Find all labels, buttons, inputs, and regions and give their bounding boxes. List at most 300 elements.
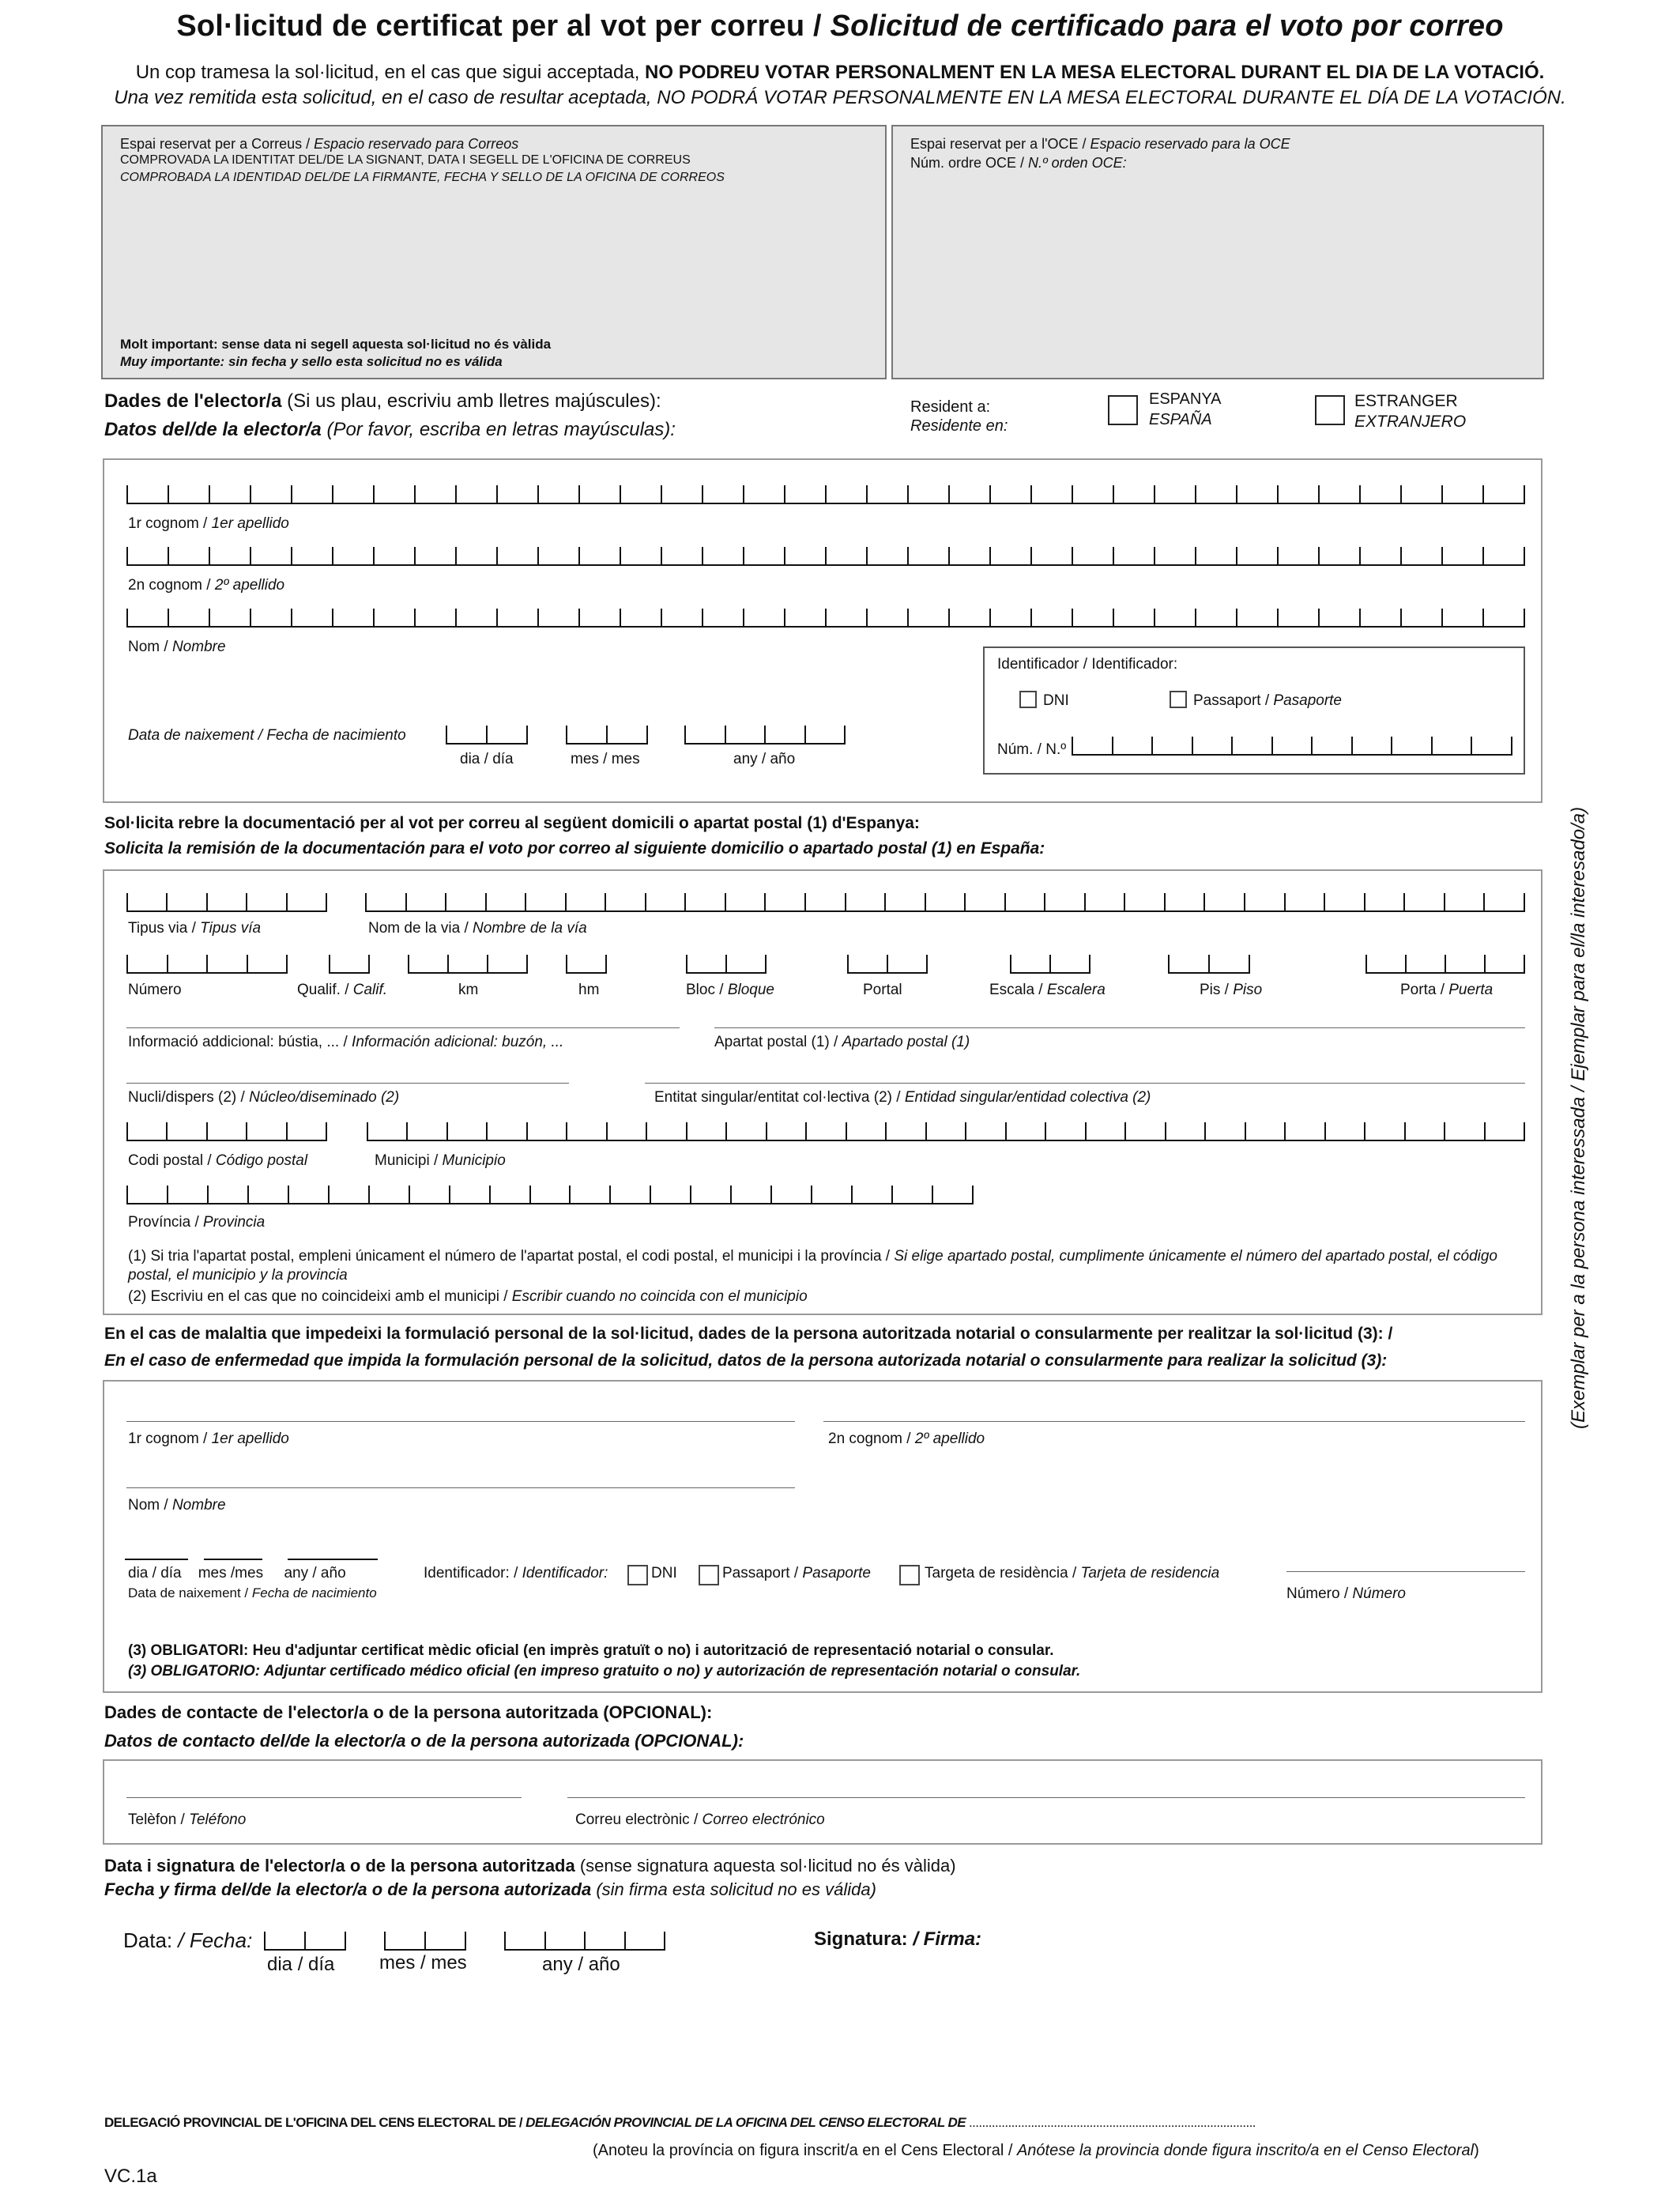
char-cell[interactable]	[406, 1122, 446, 1140]
char-cell[interactable]	[544, 1932, 585, 1949]
char-cell[interactable]	[1403, 893, 1444, 910]
char-cell[interactable]	[1324, 893, 1364, 910]
char-cell[interactable]	[496, 547, 537, 564]
char-cell[interactable]	[168, 485, 209, 503]
char-cell[interactable]	[605, 893, 645, 910]
char-cell[interactable]	[1208, 955, 1250, 972]
char-cell[interactable]	[606, 726, 648, 743]
char-cell[interactable]	[1400, 609, 1441, 626]
resident-spain-checkbox[interactable]	[1108, 395, 1138, 425]
char-cell[interactable]	[684, 893, 725, 910]
authorized-residence-card-checkbox[interactable]	[899, 1565, 920, 1585]
char-cell[interactable]	[167, 955, 207, 972]
char-cell[interactable]	[661, 547, 702, 564]
province-input[interactable]	[126, 1186, 974, 1204]
char-cell[interactable]	[1404, 1122, 1444, 1140]
char-cell[interactable]	[690, 1186, 730, 1203]
char-cell[interactable]	[1244, 893, 1284, 910]
char-cell[interactable]	[1195, 485, 1236, 503]
char-cell[interactable]	[1045, 1122, 1084, 1140]
char-cell[interactable]	[486, 1122, 525, 1140]
char-cell[interactable]	[446, 726, 486, 743]
char-cell[interactable]	[1005, 1122, 1045, 1140]
char-cell[interactable]	[1364, 1122, 1403, 1140]
char-cell[interactable]	[702, 547, 743, 564]
char-cell[interactable]	[1010, 955, 1049, 972]
char-cell[interactable]	[650, 1186, 690, 1203]
char-cell[interactable]	[487, 955, 528, 972]
char-cell[interactable]	[291, 485, 332, 503]
char-cell[interactable]	[445, 893, 485, 910]
floor-input[interactable]	[1168, 955, 1250, 974]
char-cell[interactable]	[209, 547, 250, 564]
char-cell[interactable]	[250, 547, 291, 564]
char-cell[interactable]	[684, 726, 725, 743]
char-cell[interactable]	[367, 1122, 406, 1140]
char-cell[interactable]	[126, 1122, 166, 1140]
char-cell[interactable]	[1391, 737, 1431, 754]
char-cell[interactable]	[1165, 1122, 1204, 1140]
portal-input[interactable]	[847, 955, 928, 974]
char-cell[interactable]	[825, 485, 866, 503]
char-cell[interactable]	[168, 547, 209, 564]
char-cell[interactable]	[1441, 547, 1482, 564]
passport-checkbox[interactable]	[1170, 691, 1187, 708]
char-cell[interactable]	[373, 547, 414, 564]
floor-label-ca: Pis /	[1200, 982, 1234, 998]
sign-month-input[interactable]	[384, 1932, 466, 1951]
char-cell[interactable]	[620, 485, 661, 503]
char-cell[interactable]	[804, 893, 845, 910]
char-cell[interactable]	[291, 609, 332, 626]
char-cell[interactable]	[1364, 893, 1404, 910]
char-cell[interactable]	[907, 547, 948, 564]
elector-heading-es	[104, 419, 676, 441]
char-cell[interactable]	[1072, 737, 1112, 754]
char-cell[interactable]	[1124, 1122, 1164, 1140]
phone-input[interactable]	[126, 1797, 522, 1798]
char-cell[interactable]	[989, 609, 1030, 626]
char-cell[interactable]	[1049, 955, 1090, 972]
char-cell[interactable]	[1444, 1122, 1483, 1140]
char-cell[interactable]	[907, 485, 948, 503]
signature-area[interactable]	[814, 1960, 1525, 2079]
char-cell[interactable]	[209, 485, 250, 503]
province-fill-line[interactable]: ........................................................................................	[965, 2115, 1256, 2130]
portal-label: Portal	[863, 982, 902, 998]
door-input[interactable]	[1365, 955, 1525, 974]
char-cell[interactable]	[1277, 609, 1318, 626]
char-cell[interactable]	[126, 485, 168, 503]
char-cell[interactable]	[989, 485, 1030, 503]
sign-month-label: mes / mes	[379, 1952, 467, 1973]
char-cell[interactable]	[1030, 485, 1072, 503]
char-cell[interactable]	[288, 1186, 328, 1203]
char-cell[interactable]	[1482, 485, 1525, 503]
char-cell[interactable]	[965, 1122, 1004, 1140]
char-cell[interactable]	[537, 609, 578, 626]
char-cell[interactable]	[1444, 893, 1484, 910]
resident-abroad-checkbox[interactable]	[1315, 395, 1345, 425]
char-cell[interactable]	[1284, 893, 1324, 910]
char-cell[interactable]	[1044, 893, 1084, 910]
char-cell[interactable]	[1124, 893, 1164, 910]
char-cell[interactable]	[1318, 485, 1359, 503]
char-cell[interactable]	[702, 609, 743, 626]
char-cell[interactable]	[1004, 893, 1045, 910]
char-cell[interactable]	[1084, 893, 1124, 910]
char-cell[interactable]	[887, 955, 928, 972]
char-cell[interactable]	[1072, 485, 1113, 503]
char-cell[interactable]	[566, 955, 607, 972]
char-cell[interactable]	[1271, 737, 1312, 754]
municipality-input[interactable]	[367, 1122, 1525, 1141]
char-cell[interactable]	[455, 485, 496, 503]
char-cell[interactable]	[964, 893, 1004, 910]
char-cell[interactable]	[620, 547, 661, 564]
char-cell[interactable]	[1245, 1122, 1284, 1140]
char-cell[interactable]	[770, 1186, 811, 1203]
char-cell[interactable]	[247, 955, 288, 972]
char-cell[interactable]	[1112, 737, 1152, 754]
char-cell[interactable]	[925, 1122, 965, 1140]
dni-checkbox[interactable]	[1019, 691, 1037, 708]
street-name-input[interactable]	[365, 893, 1525, 912]
char-cell[interactable]	[730, 1186, 770, 1203]
char-cell[interactable]	[1236, 485, 1277, 503]
char-cell[interactable]	[209, 609, 250, 626]
char-cell[interactable]	[504, 1932, 544, 1949]
char-cell[interactable]	[784, 547, 825, 564]
birth-month-input[interactable]	[566, 726, 648, 745]
char-cell[interactable]	[1318, 609, 1359, 626]
char-cell[interactable]	[1236, 609, 1277, 626]
char-cell[interactable]	[569, 1186, 609, 1203]
char-cell[interactable]	[1311, 737, 1351, 754]
char-cell[interactable]	[206, 893, 246, 910]
char-cell[interactable]	[686, 955, 725, 972]
char-cell[interactable]	[578, 485, 620, 503]
char-cell[interactable]	[1168, 955, 1208, 972]
postcode-input[interactable]	[126, 1122, 327, 1141]
char-cell[interactable]	[486, 726, 528, 743]
sign-day-input[interactable]	[264, 1932, 346, 1951]
char-cell[interactable]	[496, 609, 537, 626]
char-cell[interactable]	[1482, 547, 1525, 564]
char-cell[interactable]	[1484, 955, 1525, 972]
char-cell[interactable]	[948, 485, 989, 503]
email-input[interactable]	[567, 1797, 1525, 1798]
char-cell[interactable]	[1351, 737, 1392, 754]
char-cell[interactable]	[1277, 547, 1318, 564]
char-cell[interactable]	[1318, 547, 1359, 564]
char-cell[interactable]	[845, 893, 885, 910]
char-cell[interactable]	[1400, 485, 1441, 503]
char-cell[interactable]	[1405, 955, 1445, 972]
authorized-id-number-input[interactable]	[1286, 1571, 1525, 1572]
char-cell[interactable]	[166, 1122, 205, 1140]
char-cell[interactable]	[167, 1186, 207, 1203]
char-cell[interactable]	[646, 1122, 685, 1140]
char-cell[interactable]	[1154, 609, 1195, 626]
char-cell[interactable]	[286, 893, 327, 910]
authorized-name-input[interactable]	[126, 1487, 795, 1488]
char-cell[interactable]	[446, 1122, 486, 1140]
char-cell[interactable]	[1324, 1122, 1364, 1140]
char-cell[interactable]	[1113, 485, 1154, 503]
char-cell[interactable]	[1277, 485, 1318, 503]
char-cell[interactable]	[1431, 737, 1471, 754]
pobox-label	[714, 1034, 970, 1051]
block-input[interactable]	[686, 955, 767, 974]
authorized-passport-checkbox[interactable]	[699, 1565, 719, 1585]
surname1-input[interactable]	[126, 485, 1525, 504]
char-cell[interactable]	[1195, 609, 1236, 626]
char-cell[interactable]	[847, 955, 887, 972]
char-cell[interactable]	[1085, 1122, 1124, 1140]
identifier-box	[983, 647, 1525, 775]
char-cell[interactable]	[1030, 609, 1072, 626]
char-cell[interactable]	[264, 1932, 304, 1949]
char-cell[interactable]	[743, 485, 784, 503]
birth-day-input[interactable]	[446, 726, 528, 745]
delegation-note-es: Anótese la provincia donde figura inscrito/a en el Censo Electoral	[1016, 2142, 1475, 2159]
char-cell[interactable]	[168, 609, 209, 626]
char-cell[interactable]	[332, 485, 373, 503]
char-cell[interactable]	[565, 893, 605, 910]
char-cell[interactable]	[702, 485, 743, 503]
char-cell[interactable]	[846, 1122, 885, 1140]
char-cell[interactable]	[661, 485, 702, 503]
char-cell[interactable]	[866, 485, 907, 503]
char-cell[interactable]	[686, 1122, 725, 1140]
char-cell[interactable]	[250, 485, 291, 503]
authorized-birth-day-input[interactable]	[125, 1559, 188, 1560]
char-cell[interactable]	[1195, 547, 1236, 564]
char-cell[interactable]	[725, 955, 767, 972]
delegation-note-ca: (Anoteu la província on figura inscrit/a en el Cens Electoral /	[593, 2142, 1017, 2159]
pobox-input[interactable]	[714, 1027, 1525, 1028]
contact-heading-ca: Dades de contacte de l'elector/a o de la persona autoritzada (OPCIONAL):	[104, 1702, 713, 1722]
char-cell[interactable]	[885, 1122, 925, 1140]
char-cell[interactable]	[624, 1932, 666, 1949]
char-cell[interactable]	[866, 547, 907, 564]
char-cell[interactable]	[661, 609, 702, 626]
char-cell[interactable]	[851, 1186, 891, 1203]
char-cell[interactable]	[1359, 547, 1400, 564]
char-cell[interactable]	[126, 547, 168, 564]
char-cell[interactable]	[1204, 1122, 1244, 1140]
char-cell[interactable]	[948, 547, 989, 564]
char-cell[interactable]	[1072, 609, 1113, 626]
char-cell[interactable]	[414, 547, 455, 564]
char-cell[interactable]	[606, 1122, 646, 1140]
char-cell[interactable]	[764, 893, 804, 910]
char-cell[interactable]	[304, 1932, 346, 1949]
char-cell[interactable]	[455, 547, 496, 564]
char-cell[interactable]	[537, 547, 578, 564]
char-cell[interactable]	[447, 955, 487, 972]
name-input[interactable]	[126, 609, 1525, 628]
char-cell[interactable]	[126, 609, 168, 626]
char-cell[interactable]	[743, 547, 784, 564]
char-cell[interactable]	[620, 609, 661, 626]
char-cell[interactable]	[526, 1122, 566, 1140]
char-cell[interactable]	[1113, 609, 1154, 626]
authorized-birth-month-input[interactable]	[204, 1559, 262, 1560]
number-input[interactable]	[126, 955, 288, 974]
char-cell[interactable]	[1113, 547, 1154, 564]
char-cell[interactable]	[1231, 737, 1271, 754]
char-cell[interactable]	[1072, 547, 1113, 564]
char-cell[interactable]	[609, 1186, 650, 1203]
char-cell[interactable]	[485, 893, 525, 910]
char-cell[interactable]	[1471, 737, 1512, 754]
char-cell[interactable]	[1400, 547, 1441, 564]
char-cell[interactable]	[373, 609, 414, 626]
sign-year-input[interactable]	[504, 1932, 665, 1951]
authorized-surname1-input[interactable]	[126, 1421, 795, 1422]
char-cell[interactable]	[373, 485, 414, 503]
char-cell[interactable]	[784, 609, 825, 626]
char-cell[interactable]	[725, 726, 765, 743]
surname2-input[interactable]	[126, 547, 1525, 566]
char-cell[interactable]	[384, 1932, 424, 1949]
char-cell[interactable]	[537, 485, 578, 503]
authorized-dni-checkbox[interactable]	[627, 1565, 648, 1585]
char-cell[interactable]	[250, 609, 291, 626]
char-cell[interactable]	[126, 893, 166, 910]
char-cell[interactable]	[368, 1186, 409, 1203]
char-cell[interactable]	[1284, 1122, 1324, 1140]
authorized-surname2-input[interactable]	[823, 1421, 1525, 1422]
char-cell[interactable]	[1151, 737, 1192, 754]
char-cell[interactable]	[206, 1122, 246, 1140]
char-cell[interactable]	[1445, 955, 1484, 972]
char-cell[interactable]	[1030, 547, 1072, 564]
char-cell[interactable]	[489, 1186, 529, 1203]
authorized-passport-label-ca: Passaport /	[722, 1565, 803, 1581]
char-cell[interactable]	[207, 1186, 247, 1203]
char-cell[interactable]	[1154, 485, 1195, 503]
stair-input[interactable]	[1010, 955, 1090, 974]
char-cell[interactable]	[449, 1186, 489, 1203]
char-cell[interactable]	[206, 955, 247, 972]
char-cell[interactable]	[409, 1186, 449, 1203]
hm-input[interactable]	[566, 955, 607, 974]
char-cell[interactable]	[566, 726, 606, 743]
char-cell[interactable]	[948, 609, 989, 626]
additional-info-input[interactable]	[126, 1027, 680, 1028]
char-cell[interactable]	[766, 1122, 805, 1140]
char-cell[interactable]	[1359, 485, 1400, 503]
char-cell[interactable]	[1365, 955, 1405, 972]
char-cell[interactable]	[414, 609, 455, 626]
char-cell[interactable]	[1236, 547, 1277, 564]
char-cell[interactable]	[246, 1122, 285, 1140]
char-cell[interactable]	[866, 609, 907, 626]
char-cell[interactable]	[1441, 609, 1482, 626]
authorized-birth-year-input[interactable]	[288, 1559, 378, 1560]
char-cell[interactable]	[529, 1186, 570, 1203]
char-cell[interactable]	[286, 1122, 327, 1140]
qualif-input[interactable]	[329, 955, 370, 974]
char-cell[interactable]	[405, 893, 446, 910]
char-cell[interactable]	[825, 609, 866, 626]
char-cell[interactable]	[784, 485, 825, 503]
char-cell[interactable]	[525, 893, 565, 910]
char-cell[interactable]	[645, 893, 685, 910]
char-cell[interactable]	[1441, 485, 1482, 503]
char-cell[interactable]	[332, 547, 373, 564]
char-cell[interactable]	[764, 726, 804, 743]
birth-month-label: mes / mes	[571, 751, 640, 767]
nucleus-input[interactable]	[126, 1083, 569, 1084]
char-cell[interactable]	[365, 893, 405, 910]
char-cell[interactable]	[126, 1186, 167, 1203]
address-heading-ca: Sol·licita rebre la documentació per al vot per correu al següent domicili o apartat postal (1) d'Espanya:	[104, 814, 920, 832]
char-cell[interactable]	[884, 893, 925, 910]
char-cell[interactable]	[804, 726, 846, 743]
entity-input[interactable]	[645, 1083, 1525, 1084]
char-cell[interactable]	[291, 547, 332, 564]
id-number-input[interactable]	[1072, 737, 1512, 756]
char-cell[interactable]	[578, 547, 620, 564]
char-cell[interactable]	[743, 609, 784, 626]
char-cell[interactable]	[1359, 609, 1400, 626]
char-cell[interactable]	[408, 955, 447, 972]
char-cell[interactable]	[414, 485, 455, 503]
char-cell[interactable]	[1192, 737, 1232, 754]
oce-line2	[910, 155, 1127, 172]
char-cell[interactable]	[424, 1932, 466, 1949]
char-cell[interactable]	[725, 893, 765, 910]
char-cell[interactable]	[166, 893, 205, 910]
char-cell[interactable]	[825, 547, 866, 564]
char-cell[interactable]	[891, 1186, 932, 1203]
char-cell[interactable]	[1164, 893, 1204, 910]
km-input[interactable]	[408, 955, 528, 974]
char-cell[interactable]	[332, 609, 373, 626]
signature-heading-es-bold: Fecha y firma del/de la elector/a o de la persona autorizada	[104, 1879, 592, 1899]
char-cell[interactable]	[126, 955, 167, 972]
char-cell[interactable]	[566, 1122, 605, 1140]
char-cell[interactable]	[925, 893, 965, 910]
char-cell[interactable]	[328, 1186, 368, 1203]
char-cell[interactable]	[247, 1186, 288, 1203]
char-cell[interactable]	[1482, 609, 1525, 626]
char-cell[interactable]	[811, 1186, 851, 1203]
char-cell[interactable]	[329, 955, 370, 972]
abroad-label-ca: ESTRANGER	[1354, 392, 1458, 410]
char-cell[interactable]	[496, 485, 537, 503]
char-cell[interactable]	[989, 547, 1030, 564]
char-cell[interactable]	[455, 609, 496, 626]
char-cell[interactable]	[584, 1932, 624, 1949]
street-type-input[interactable]	[126, 893, 327, 912]
char-cell[interactable]	[1483, 893, 1525, 910]
char-cell[interactable]	[932, 1186, 974, 1203]
birth-year-input[interactable]	[684, 726, 846, 745]
char-cell[interactable]	[907, 609, 948, 626]
char-cell[interactable]	[578, 609, 620, 626]
char-cell[interactable]	[725, 1122, 765, 1140]
char-cell[interactable]	[1154, 547, 1195, 564]
char-cell[interactable]	[246, 893, 285, 910]
char-cell[interactable]	[805, 1122, 845, 1140]
char-cell[interactable]	[1203, 893, 1244, 910]
char-cell[interactable]	[1484, 1122, 1525, 1140]
